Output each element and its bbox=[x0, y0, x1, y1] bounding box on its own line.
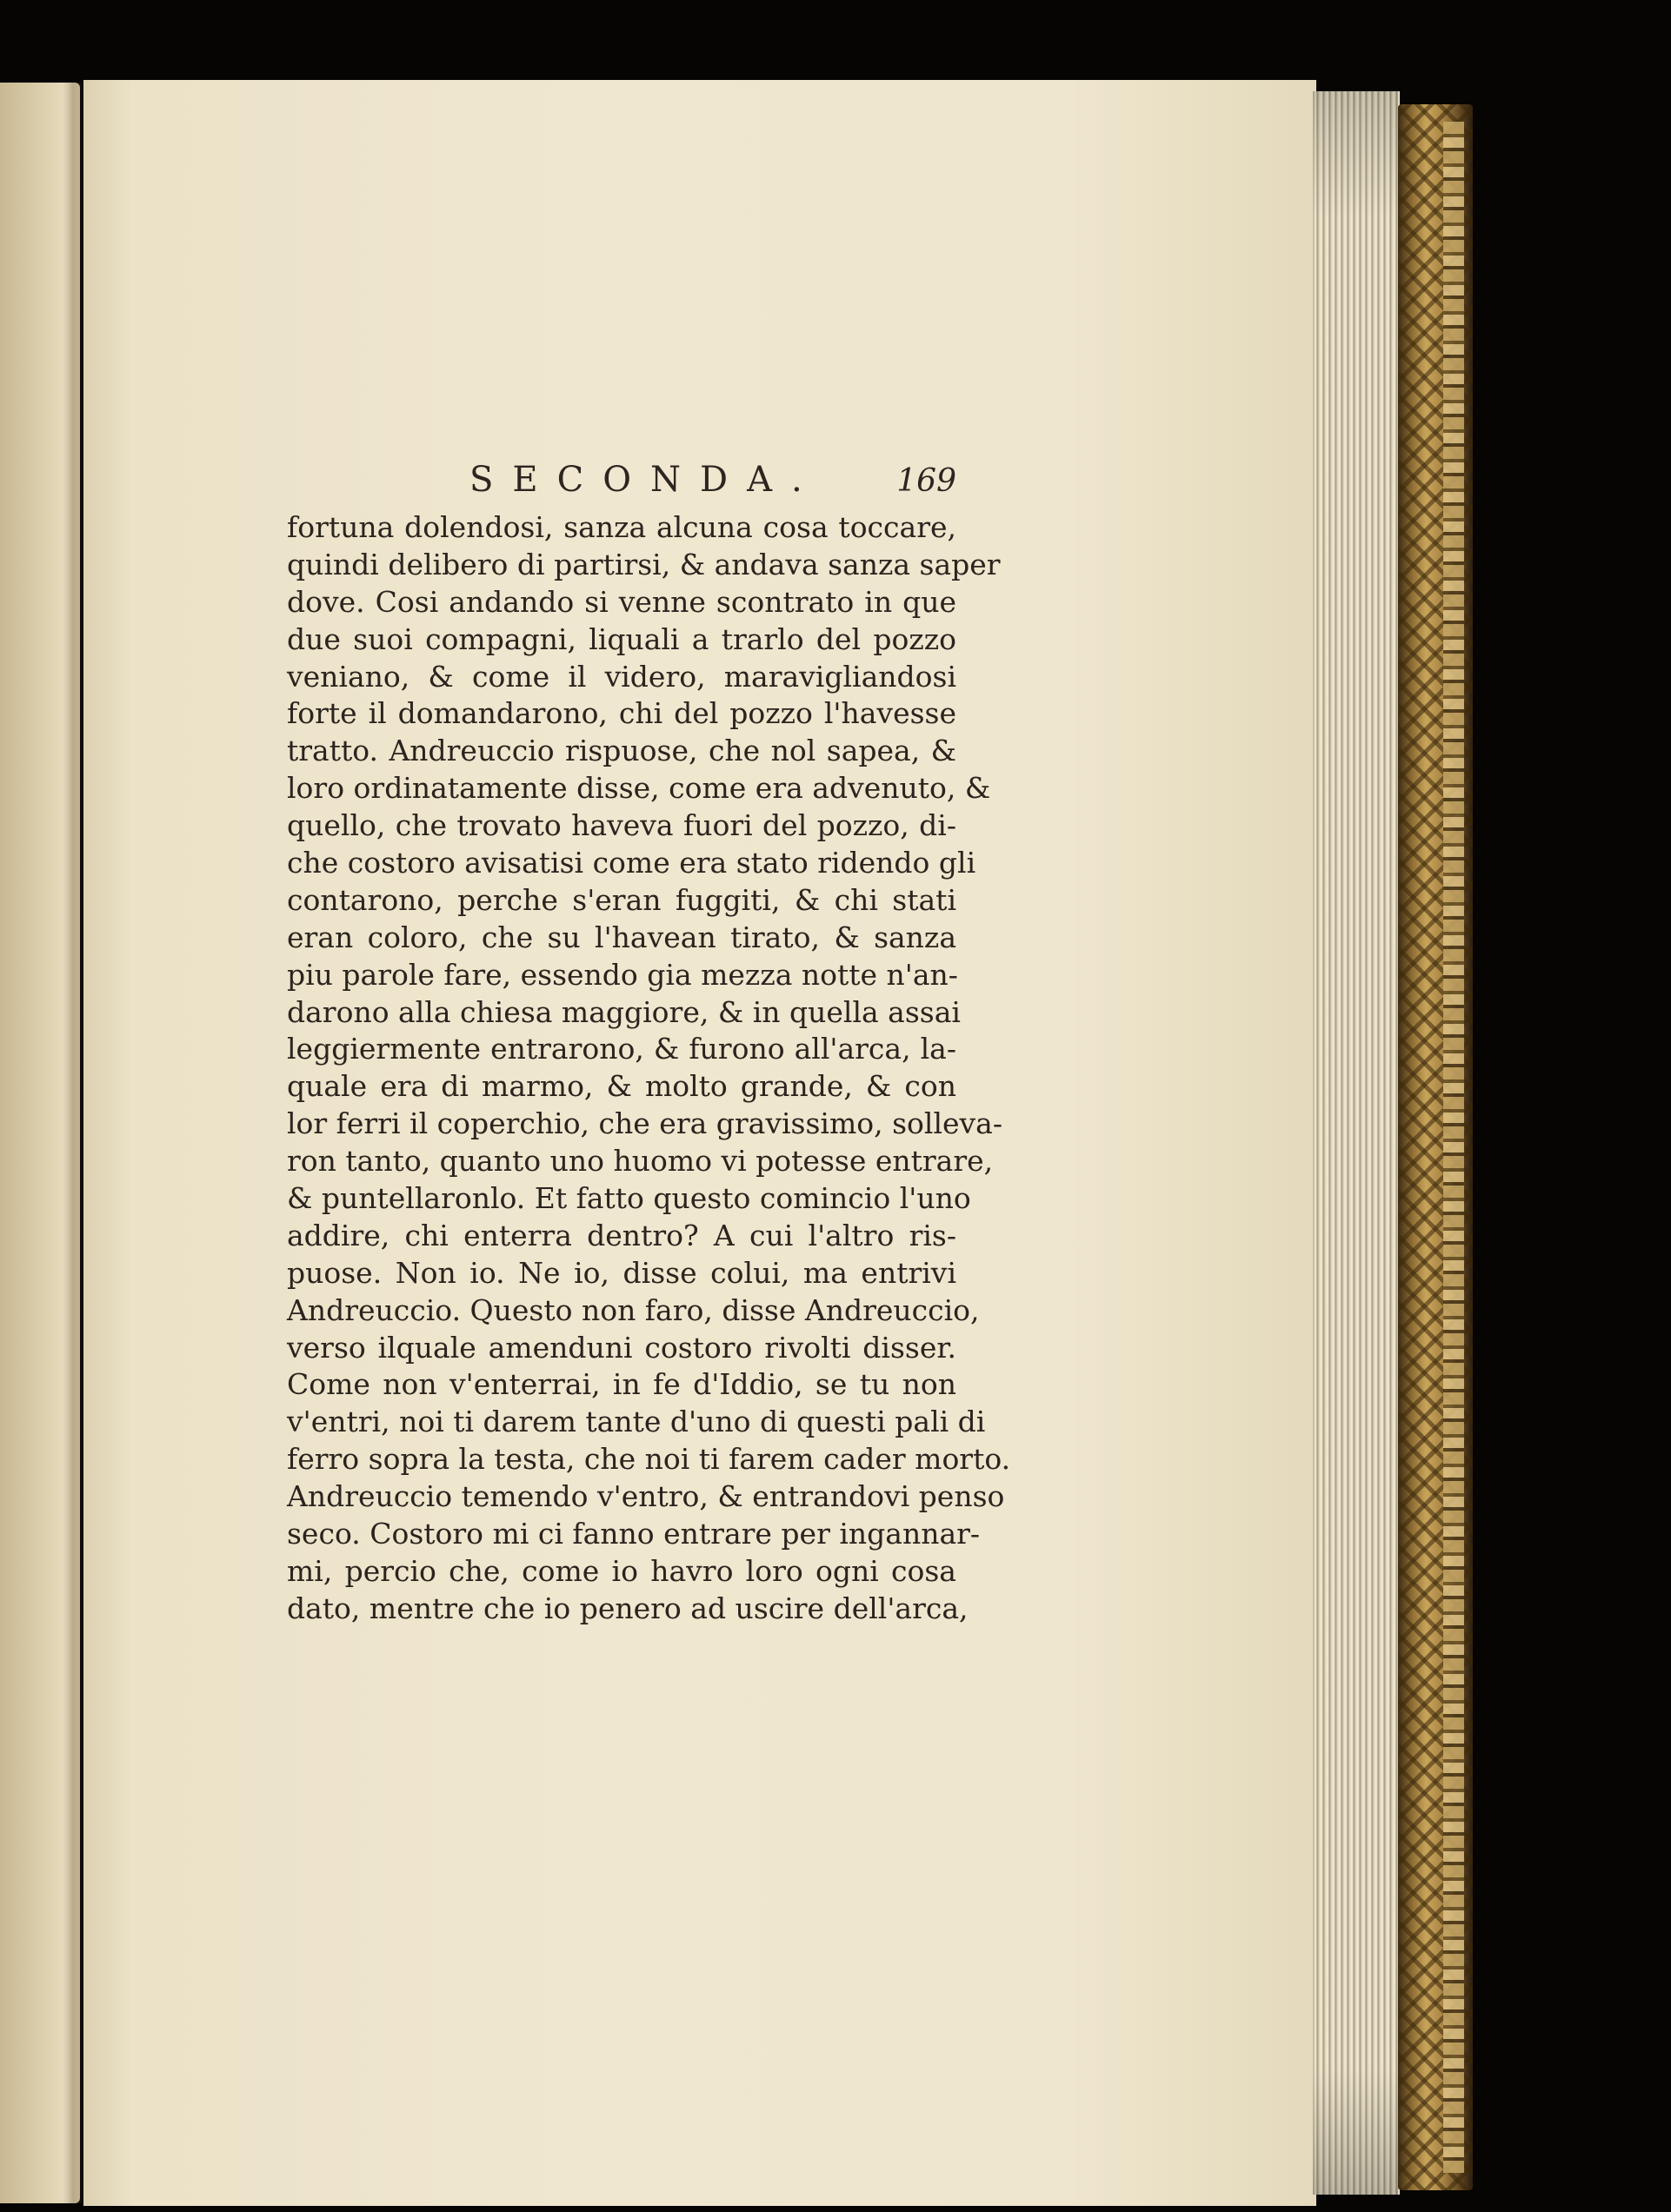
text-line: fortuna dolendosi, sanza alcuna cosa toccare, bbox=[287, 510, 956, 544]
text-line: piu parole fare, essendo gia mezza notte n'an- bbox=[287, 957, 958, 992]
text-line: seco. Costoro mi ci fanno entrare per ingannar- bbox=[287, 1517, 981, 1551]
text-line: & puntellaronlo. Et fatto questo comincio l'uno bbox=[287, 1181, 971, 1216]
body-text bbox=[287, 509, 1011, 1628]
text-line: forte il domandarono, chi del pozzo l'havesse bbox=[287, 696, 956, 731]
running-head bbox=[469, 460, 956, 512]
text-line: puose. Non io. Ne io, disse colui, ma entrivi bbox=[287, 1255, 956, 1290]
text-line: leggiermente entrarono, & furono all'arca, la- bbox=[287, 1032, 956, 1066]
text-line: dove. Cosi andando si venne scontrato in que bbox=[287, 584, 956, 619]
text-line: veniano, & come il videro, maravigliandosi bbox=[287, 659, 956, 694]
text-line: eran coloro, che su l'havean tirato, & sanza bbox=[287, 920, 956, 954]
text-line: dato, mentre che io penero ad uscire dell'arca, bbox=[287, 1591, 969, 1625]
running-head-title: SECONDA. bbox=[469, 460, 822, 500]
text-line: Andreuccio. Questo non faro, disse Andreuccio, bbox=[287, 1292, 980, 1327]
text-line: darono alla chiesa maggiore, & in quella assai bbox=[287, 994, 961, 1029]
text-line: v'entri, noi ti darem tante d'uno di questi pali di bbox=[287, 1405, 986, 1439]
text-line: Andreuccio temendo v'entro, & entrandovi penso bbox=[287, 1479, 1005, 1514]
text-line: Come non v'enterrai, in fe d'Iddio, se tu non bbox=[287, 1367, 956, 1402]
text-line: quindi delibero di partirsi, & andava sanza saper bbox=[287, 547, 1001, 581]
text-line: verso ilquale amenduni costoro rivolti disser. bbox=[287, 1330, 956, 1365]
text-line: che costoro avisatisi come era stato ridendo gli bbox=[287, 846, 976, 880]
text-line: due suoi compagni, liquali a trarlo del pozzo bbox=[287, 621, 956, 656]
text-line: contarono, perche s'eran fuggiti, & chi stati bbox=[287, 882, 956, 917]
text-line: quello, che trovato haveva fuori del pozzo, di- bbox=[287, 808, 956, 843]
text-line: tratto. Andreuccio rispuose, che nol sapea, & bbox=[287, 734, 956, 768]
page-edge-shading bbox=[1313, 91, 1398, 2195]
gilt-ornament-band bbox=[1443, 122, 1464, 2173]
page-number: 169 bbox=[896, 463, 956, 499]
text-line: loro ordinatamente disse, come era advenuto, & bbox=[287, 771, 991, 806]
text-line: addire, chi enterra dentro? A cui l'altro ris- bbox=[287, 1218, 956, 1252]
text-line: ferro sopra la testa, che noi ti farem cader morto. bbox=[287, 1442, 1011, 1477]
gutter-fold bbox=[63, 83, 83, 2203]
text-line: lor ferri il coperchio, che era gravissimo, solleva- bbox=[287, 1106, 1003, 1141]
text-line: mi, percio che, come io havro loro ogni cosa bbox=[287, 1553, 956, 1588]
text-line: ron tanto, quanto uno huomo vi potesse entrare, bbox=[287, 1144, 994, 1179]
text-line: quale era di marmo, & molto grande, & con bbox=[287, 1069, 956, 1104]
